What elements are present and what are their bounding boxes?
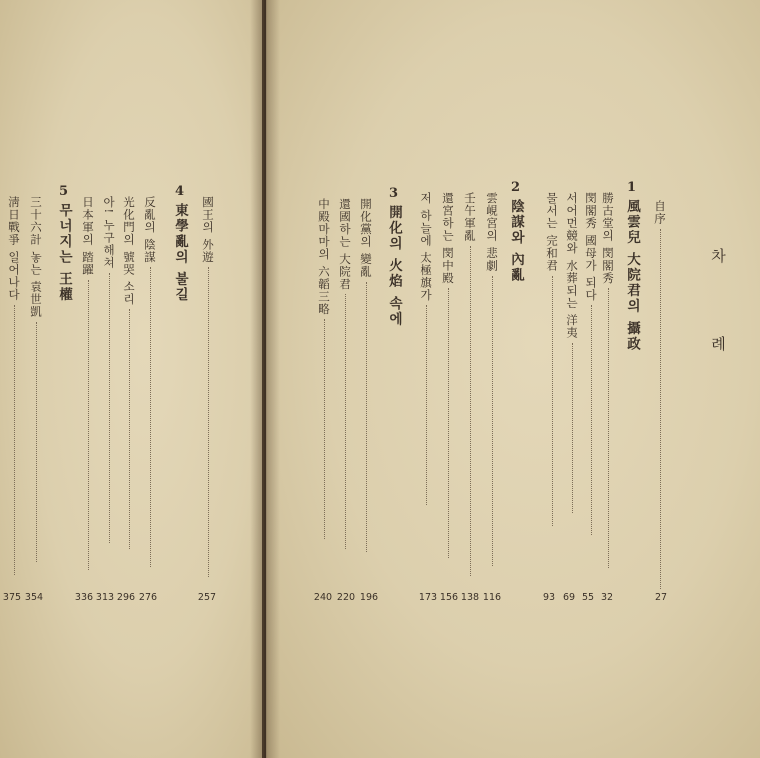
toc-entry — [142, 196, 158, 567]
leader-dots — [470, 246, 471, 576]
chapter-heading — [172, 184, 188, 303]
toc-entry — [564, 192, 580, 513]
toc-page-number: 257 — [197, 592, 217, 603]
chapter-number: 2 — [510, 180, 522, 195]
leader-dots — [345, 294, 346, 549]
chapter-number: 3 — [388, 186, 400, 201]
leader-dots — [591, 305, 592, 535]
chapter-title: 風雲兒 大院君의 攝政 — [624, 199, 640, 352]
toc-label: 還宮하는 閔中殿 — [441, 192, 455, 285]
toc-label: 雲峴宮의 悲劇 — [485, 192, 499, 272]
toc-entry — [440, 192, 456, 558]
toc-label: 閔閣秀 國母가 되다 — [584, 192, 598, 302]
toc-page-number: 375 — [2, 592, 22, 603]
toc-page-number: 69 — [562, 592, 576, 603]
chapter-number: 5 — [58, 184, 70, 199]
toc-page-number: 32 — [600, 592, 614, 603]
toc-entry — [316, 198, 332, 539]
leader-dots — [14, 305, 15, 575]
leader-dots — [129, 309, 130, 549]
leader-dots — [324, 319, 325, 539]
toc-page-number: 93 — [542, 592, 556, 603]
leader-dots — [552, 276, 553, 526]
toc-label: 勝古堂의 閔閣秀 — [601, 192, 615, 285]
chapter-heading — [624, 180, 640, 352]
toc-label: 國王의 外遊 — [201, 196, 215, 264]
toc-entry — [28, 196, 44, 562]
toc-page-number: 313 — [95, 592, 115, 603]
toc-page-number: 220 — [336, 592, 356, 603]
chapter-title: 東學亂의 불길 — [172, 203, 188, 303]
leader-dots — [492, 276, 493, 566]
toc-label: 光化門의 號哭 소리 — [122, 196, 136, 306]
toc-page-number: 27 — [654, 592, 668, 603]
toc-entry — [6, 196, 22, 575]
toc-entry — [484, 192, 500, 566]
toc-page-number: 276 — [138, 592, 158, 603]
chapter-title: 陰謀와 內亂 — [508, 199, 524, 284]
toc-entry — [600, 192, 616, 568]
toc-label: 自序 — [653, 200, 667, 225]
contents-heading: 차 례 — [709, 248, 727, 385]
toc-page-number: 196 — [359, 592, 379, 603]
leader-dots — [448, 288, 449, 558]
leader-dots — [608, 288, 609, 568]
chapter-title: 무너지는 王權 — [56, 203, 72, 303]
leader-dots — [36, 322, 37, 562]
leader-dots — [572, 343, 573, 513]
book-gutter — [250, 0, 280, 758]
toc-label: 壬午軍亂 — [463, 192, 477, 242]
toc-page-number: 55 — [581, 592, 595, 603]
toc-label: 開化黨의 變亂 — [359, 198, 373, 278]
toc-entry — [101, 196, 117, 543]
toc-entry — [80, 196, 96, 570]
toc-entry — [462, 192, 478, 576]
toc-label: 還國하는 大院君 — [338, 198, 352, 291]
toc-label: 反亂의 陰謀 — [143, 196, 157, 264]
chapter-heading — [508, 180, 524, 283]
toc-page-number: 156 — [439, 592, 459, 603]
chapter-number: 1 — [626, 180, 638, 195]
leader-dots — [660, 229, 661, 589]
toc-page-number: 173 — [418, 592, 438, 603]
chapter-heading — [56, 184, 72, 303]
toc-page-number: 240 — [313, 592, 333, 603]
toc-entry — [337, 198, 353, 549]
leader-dots — [88, 280, 89, 570]
toc-label: 日本軍의 踏躍 — [81, 196, 95, 276]
toc-page-number: 116 — [482, 592, 502, 603]
toc-page-number: 138 — [460, 592, 480, 603]
chapter-heading — [386, 186, 402, 327]
toc-page-number: 354 — [24, 592, 44, 603]
leader-dots — [426, 305, 427, 505]
toc-label: 물서는 完和君 — [545, 192, 559, 272]
toc-entry — [418, 192, 434, 505]
toc-label: 三十六計 놓는 袁世凱 — [29, 196, 43, 318]
toc-label: 淸日戰爭 일어나다 — [7, 196, 21, 301]
toc-entry-preface — [652, 200, 668, 589]
leader-dots — [208, 267, 209, 577]
leader-dots — [109, 273, 110, 543]
chapter-title: 開化의 火焰 속에 — [386, 205, 402, 327]
toc-label: 中殿마마의 六韜三略 — [317, 198, 331, 316]
toc-entry — [544, 192, 560, 526]
toc-entry — [121, 196, 137, 549]
leader-dots — [150, 267, 151, 567]
toc-label: 서어먼競와 水葬되는 洋夷 — [565, 192, 579, 339]
toc-entry — [200, 196, 216, 577]
toc-page-number: 336 — [74, 592, 94, 603]
toc-entry — [583, 192, 599, 535]
leader-dots — [366, 282, 367, 552]
toc-page-number: 296 — [116, 592, 136, 603]
toc-entry — [358, 198, 374, 552]
chapter-number: 4 — [174, 184, 186, 199]
toc-label: 저 하늘에 太極旗가 — [419, 192, 433, 302]
toc-label: 아! 누구해쳐 — [102, 196, 116, 269]
